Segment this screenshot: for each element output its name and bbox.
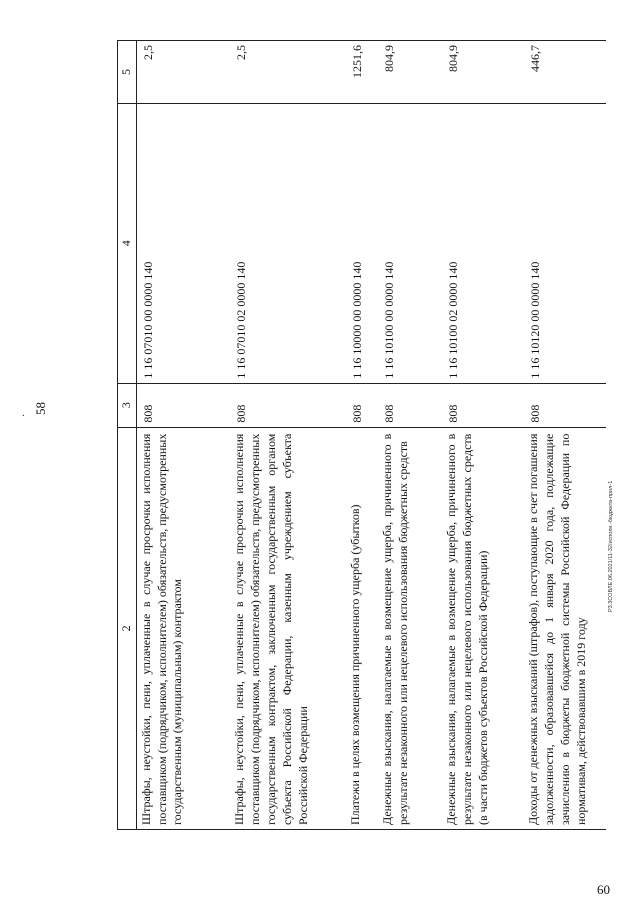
row-amount: 1251,6 [346,41,378,104]
row-admin: 808 [136,383,230,427]
row-amount: 804,9 [442,41,524,104]
document-code: Р3.3СОВЛЕ.06.2021/11-32/исполн.-бюджета-прил-1 [608,480,614,612]
row-code: 1 16 07010 00 0000 140 [136,103,230,383]
row-code: 1 16 10100 00 0000 140 [378,103,442,383]
sheet-number: 60 [597,882,610,897]
row-admin: 808 [378,383,442,427]
budget-revenue-table [117,40,606,830]
header-row [118,41,137,830]
row-admin: 808 [230,383,346,427]
page-dot: · [19,413,30,417]
table-row [524,41,606,830]
row-name: Денежные взыскания, налагаемые в возмещение ущерба, причиненного в результате незаконного или нецелевого использования бюджетных средств (в части бюджетов субъектов Российской Федерации) [442,427,524,829]
row-name: Штрафы, неустойки, пени, уплаченные в случае просрочки исполнения поставщиком (подрядчиком, исполнителем) обязательств, предусмотренных государственным (муниципальным) контрактом [136,427,230,829]
row-code: 1 16 10100 02 0000 140 [442,103,524,383]
row-admin: 808 [442,383,524,427]
row-code: 1 16 10000 00 0000 140 [346,103,378,383]
header-col-2: 2 [118,427,137,829]
page-number-text: 58 [33,402,48,415]
header-col-4: 4 [118,103,137,383]
row-name: Денежные взыскания, налагаемые в возмещение ущерба, причиненного в результате незаконного или нецелевого использования бюджетных средств [378,427,442,829]
table-row [378,41,442,830]
table-row [230,41,346,830]
row-amount: 2,5 [136,41,230,104]
rotated-table-container [117,40,587,830]
row-code: 1 16 10120 00 0000 140 [524,103,606,383]
table-row [442,41,524,830]
header-col-3: 3 [118,383,137,427]
row-code: 1 16 07010 02 0000 140 [230,103,346,383]
row-amount: 804,9 [378,41,442,104]
row-amount: 446,7 [524,41,606,104]
row-name: Штрафы, неустойки, пени, уплаченные в случае просрочки исполнения поставщиком (подрядчиком, исполнителем) обязательств, предусмотренных государственным контрактом, заключенным государственным органом субъекта Российской Федерации, казенным учреждением субъекта Российской Федерации [230,427,346,829]
page-number-top [19,402,48,417]
table-row [346,41,378,830]
header-col-5: 5 [118,41,137,104]
row-admin: 808 [524,383,606,427]
row-admin: 808 [346,383,378,427]
row-name: Платежи в целях возмещения причиненного ущерба (убытков) [346,427,378,829]
row-amount: 2,5 [230,41,346,104]
row-name: Доходы от денежных взысканий (штрафов), поступающие в счет погашения задолженности, образовавшейся до 1 января 2020 года, подлежащие зачислению в бюджеты бюджетной системы Российской Федерации по нормативам, действовавшим в 2019 году [524,427,606,829]
table-row [136,41,230,830]
